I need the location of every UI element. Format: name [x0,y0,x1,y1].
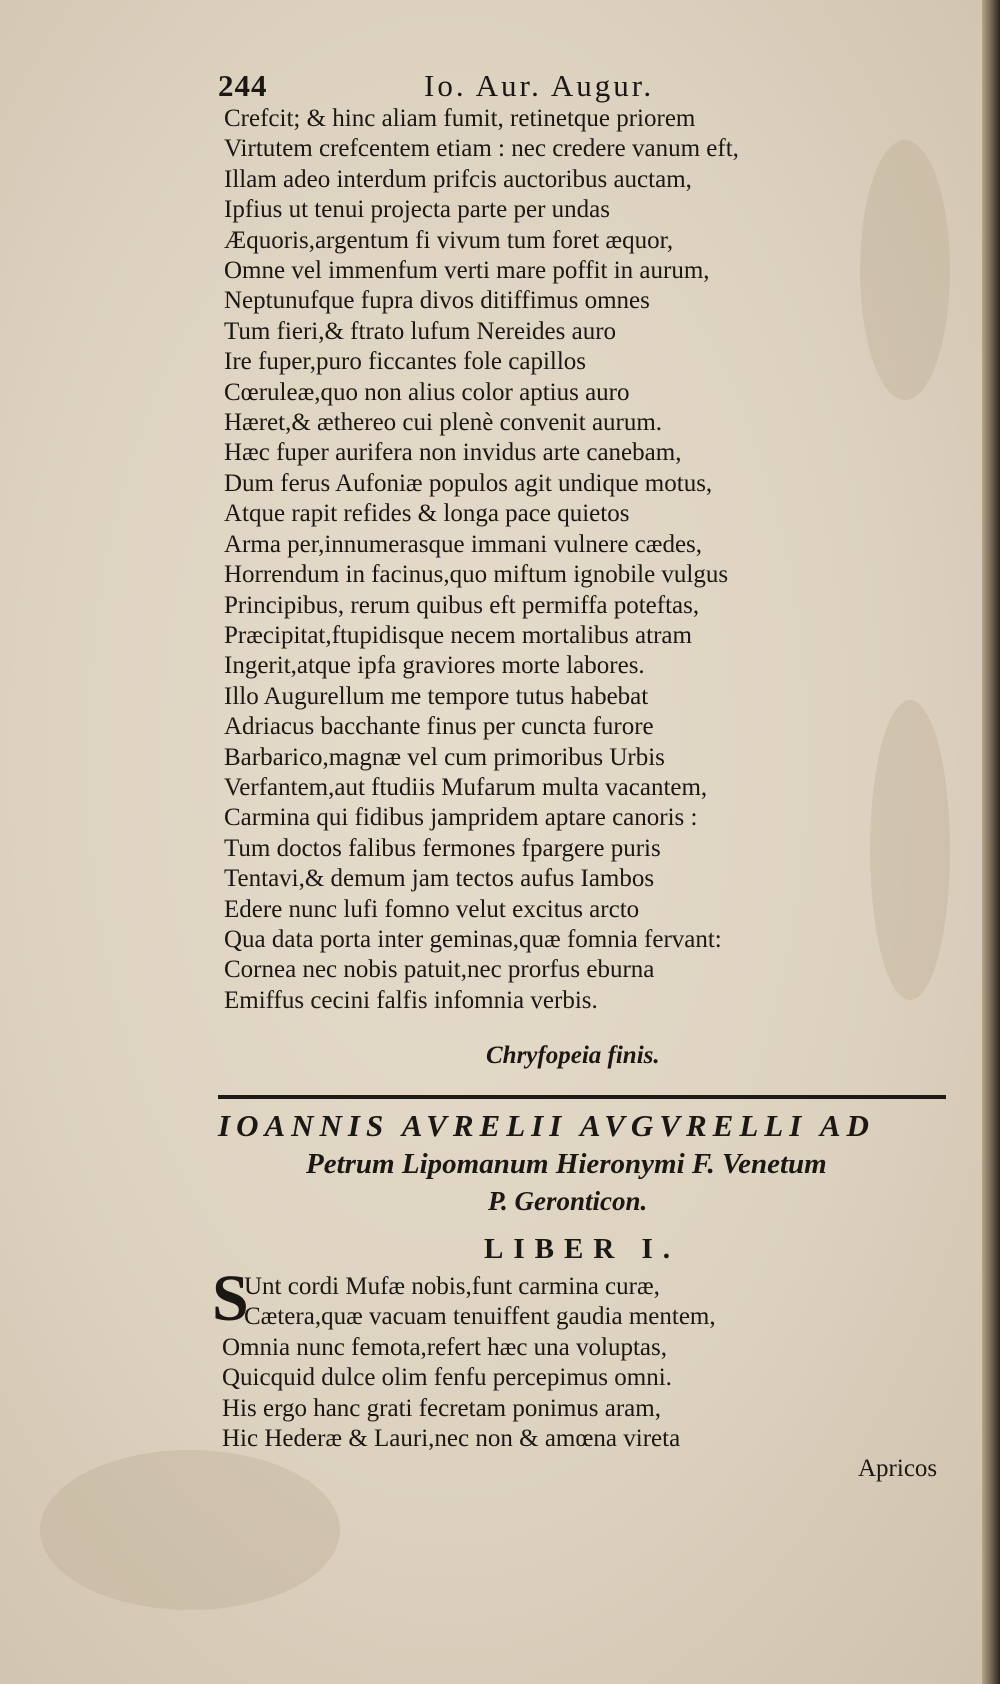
poem-line: Tum doctos falibus fermones fpargere puris [224,834,661,862]
catchword: Apricos [858,1455,938,1482]
poem-line: Ire fuper,puro ficcantes fole capillos [224,348,587,376]
poem-line: Arma per,innumerasque immani vulnere cædes, [224,530,703,558]
poem-line: Edere nunc lufi fomno velut excitus arcto [224,895,640,923]
poem-line: Atque rapit refides & longa pace quietos [224,500,630,528]
poem-line: Verfantem,aut ftudiis Mufarum multa vacantem, [224,773,708,801]
section-divider [218,1095,946,1099]
page-edge-shadow [982,0,1000,1684]
poem-line: Horrendum in facinus,quo miftum ignobile vulgus [224,561,729,589]
running-head: Io. Aur. Augur. [424,68,655,103]
poem-line: Æquoris,argentum fi vivum tum foret æquor, [224,226,674,254]
poem-line: Tum fieri,& ftrato lufum Nereides auro [224,317,617,345]
poem-line: Neptunufque fupra divos ditiffimus omnes [224,287,650,315]
poem-line: Barbarico,magnæ vel cum primoribus Urbis [224,743,665,771]
page-header [218,68,738,108]
book-line: Quicquid dulce olim fenfu percepimus omni. [222,1364,672,1392]
poem-line: Emiffus cecini falfis infomnia verbis. [224,986,598,1014]
paper-stain [860,140,950,400]
paper-stain [40,1450,340,1610]
book-line: Omnia nunc femota,refert hæc una voluptas, [222,1333,667,1361]
poem-line: Illo Augurellum me tempore tutus habebat [224,682,649,710]
drop-cap: S [212,1262,249,1335]
poem-line: Omne vel immenfum verti mare poffit in aurum, [224,257,710,285]
book-heading: LIBER I. [484,1233,681,1265]
poem-line: Hæret,& æthereo cui plenè convenit aurum. [224,409,663,437]
poem-line: Cœruleæ,quo non alius color aptius auro [224,378,630,406]
poem-line: Ipfius ut tenui projecta parte per undas [224,196,610,224]
book-line: Hic Hederæ & Lauri,nec non & amœna vireta [222,1425,681,1453]
poem-line: Illam adeo interdum prifcis auctoribus auctam, [224,165,692,193]
page-number: 244 [218,68,268,103]
paper-stain [870,700,950,1000]
book-line: Cætera,quæ vacuam tenuiffent gaudia mentem, [244,1303,716,1331]
poem-line: Virtutem crefcentem etiam : nec credere vanum eft, [224,135,739,163]
finis-line: Chryfopeia finis. [486,1042,660,1069]
book-text [222,1272,716,1454]
poem-text [224,104,824,1016]
poem-line: Crefcit; & hinc aliam fumit, retinetque priorem [224,105,696,132]
book-line: Unt cordi Mufæ nobis,funt carmina curæ, [244,1273,660,1300]
section-title-line-3: P. Geronticon. [488,1186,648,1216]
poem-line: Dum ferus Aufoniæ populos agit undique motus, [224,469,713,497]
poem-line: Præcipitat,ftupidisque necem mortalibus atram [224,621,692,649]
poem-line: Qua data porta inter geminas,quæ fomnia fervant: [224,925,722,953]
poem-line: Carmina qui fidibus jampridem aptare canoris : [224,804,698,832]
section-title-line-1: IOANNIS AVRELII AVGVRELLI AD [218,1108,875,1143]
poem-line: Adriacus bacchante finus per cuncta furore [224,713,654,741]
poem-line: Hæc fuper aurifera non invidus arte canebam, [224,439,682,467]
poem-line: Cornea nec nobis patuit,nec prorfus eburna [224,956,655,984]
poem-line: Tentavi,& demum jam tectos aufus Iambos [224,865,655,893]
book-line: His ergo hanc grati fecretam ponimus aram, [222,1394,661,1422]
poem-line: Ingerit,atque ipfa graviores morte labores. [224,652,645,680]
poem-line: Principibus, rerum quibus eft permiffa poteftas, [224,591,700,619]
section-title-line-2: Petrum Lipomanum Hieronymi F. Venetum [306,1148,827,1180]
